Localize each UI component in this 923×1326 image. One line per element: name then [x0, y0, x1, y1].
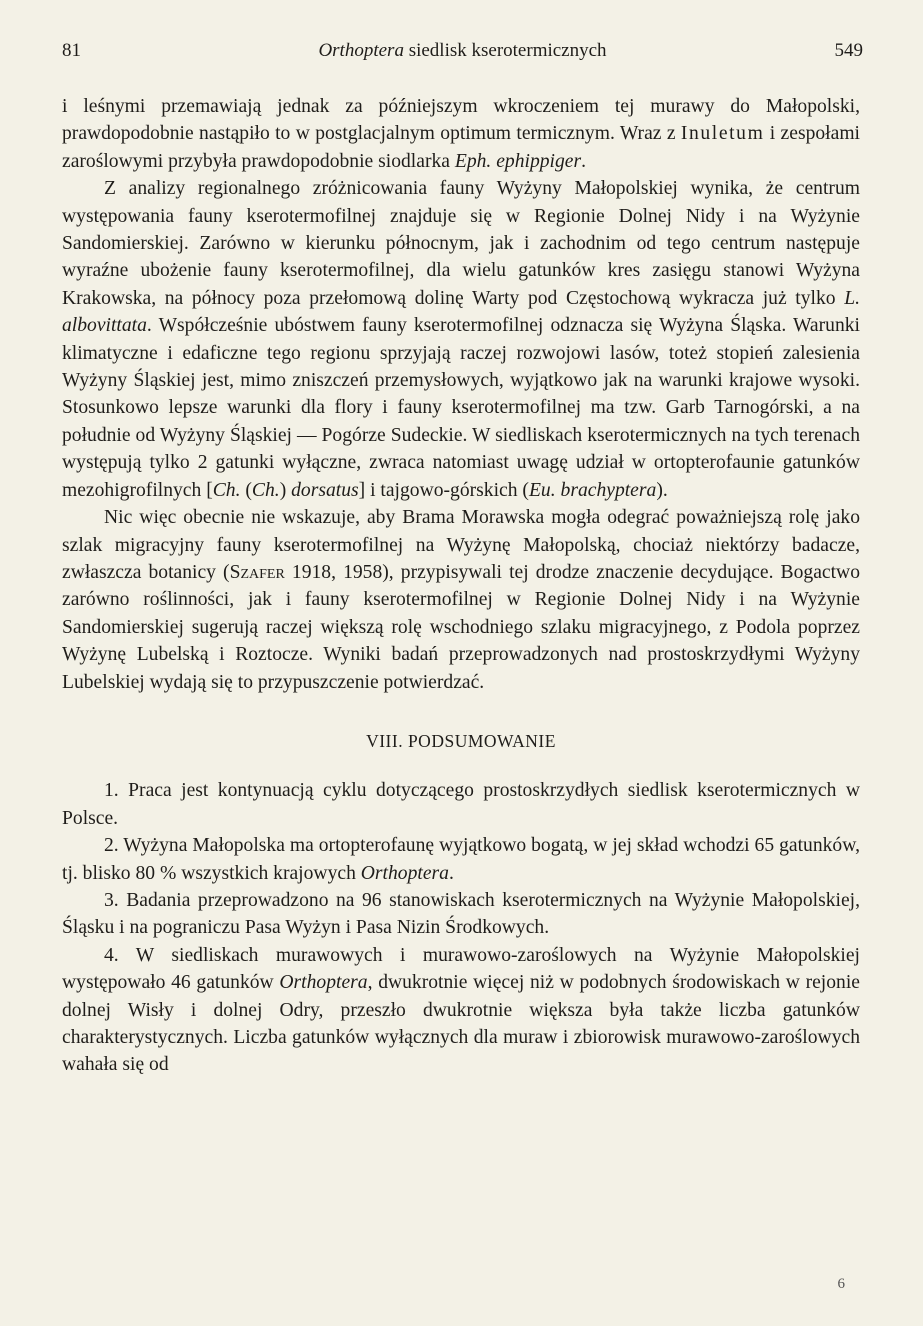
text-run: ] i tajgowo-górskich ( [358, 479, 529, 501]
species-name: L. albovittata [62, 287, 860, 337]
running-head [62, 40, 863, 68]
text-run: Z analizy regionalnego zróżnicowania fauny Wyżyny Małopolskiej wynika, że centrum występowania fauny kserotermofilnej znajduje się w Regionie Dolnej Nidy i na Wyżynie Sandomierskiej. Zarówno w kierunku północnym, jak i zachodnim od tego centrum następuje wyraźne ubożenie fauny kserotermofilnej, dla wielu gatunków kres zasięgu stanowi Wyżyna Krakowska, na północy poza przełomową dolinę Warty pod Częstochową wykracza już tylko [62, 178, 860, 309]
page-number-right: 549 [834, 40, 863, 61]
running-title-rest: siedlisk kserotermicznych [403, 40, 607, 61]
text-run: . [448, 862, 454, 884]
summary-item-2 [62, 832, 860, 887]
signature-mark: 6 [837, 1276, 845, 1292]
genus-abbrev: Ch. [212, 479, 241, 501]
page-number-left: 81 [62, 40, 81, 61]
text-run: 2. Wyżyna Małopolska ma ortopterofaunę wyjątkowo bogatą, w jej skład wchodzi 65 gatunków, tj. blisko 80 % wszystkich krajowych [62, 835, 860, 884]
text-run: Nic więc obecnie nie wskazuje, aby Brama Morawska mogła odegrać poważniejszą rolę jako szlak migracyjny fauny kserotermofilnej na Wyżynę Małopolską, chociaż niektórzy badacze, zwłaszcza botanicy ( [62, 507, 860, 583]
text-run: 1918, 1958), przypisywali tej drodze znaczenie decydujące. Bogactwo zarówno roślinności, jak i fauny kserotermofilnej w Regionie Dolnej Nidy i na Wyżynie Sandomierskiej sugerują raczej większą rolę wschodniego szlaku migracyjnego, z Podola poprzez Wyżynę Lubelską i Roztocze. Wyniki badań przeprowadzonych nad prostoskrzydłymi Wyżyny Lubelskiej wydają się to przypuszczenie potwierdzać. [62, 561, 860, 693]
body-text [62, 93, 860, 1079]
taxon-name: Orthoptera [360, 862, 449, 884]
text-run: i leśnymi przemawiają jednak za późniejszym wkroczeniem tej murawy do Małopolski, prawdopodobnie nastąpiło to w postglacjalnym optimum termicznym. Wraz z [62, 96, 860, 145]
text-run: ( [240, 479, 252, 501]
text-run: i zespołami zaroślowymi przybyła prawdopodobnie siodlarka [62, 123, 860, 172]
text-run: ) [279, 479, 292, 501]
author-citation: Szafer [229, 561, 285, 583]
summary-item-3: 3. Badania przeprowadzono na 96 stanowiskach kserotermicznych na Wyżynie Małopolskiej, Śląsku i na pograniczu Pasa Wyżyn i Pasa Nizin Środkowych. [62, 889, 860, 939]
text-run: . Współcześnie ubóstwem fauny kserotermofilnej odznacza się Wyżyna Śląska. Warunki klimatyczne i edaficzne tego regionu sprzyjają raczej rozwojowi lasów, toteż stopień zalesienia Wyżyny Śląskiej jest, mimo zniszczeń przemysłowych, wyjątkowo jak na warunki krajowe wysoki. Stosunkowo lepsze warunki dla flory i fauny kserotermofilnej ma tzw. Garb Tarnogórski, a na południe od Wyżyny Śląskiej — Pogórze Sudeckie. W siedliskach kserotermicznych na tych terenach występują tylko 2 gatunki wyłączne, zwraca natomiast uwagę udział w ortopterofaunie gatunków mezohigrofilnych [ [62, 315, 860, 501]
genus-abbrev: Ch. [251, 479, 280, 501]
species-name: dorsatus [291, 479, 359, 501]
taxon-name-spaced: Inuletum [680, 123, 765, 145]
species-name: Eph. ephippiger [454, 150, 582, 172]
text-run: , dwukrotnie więcej niż w podobnych środowiskach w rejonie dolnej Wisły i dolnej Odry, przeszło dwukrotnie większa była także liczba gatunków charakterystycznych. Liczba gatunków wyłącznych dla muraw i zbiorowisk murawowo-zaroślowych wahała się od [62, 972, 860, 1076]
text-run: 4. W siedliskach murawowych i murawowo-zaroślowych na Wyżynie Małopolskiej występowało 46 gatunków [62, 944, 860, 994]
text-run: ). [656, 479, 668, 501]
section-heading: VIII. PODSUMOWANIE [366, 730, 556, 751]
running-title [62, 40, 863, 62]
paragraph-continued [62, 93, 860, 175]
summary-item-1: 1. Praca jest kontynuacją cyklu dotyczącego prostoskrzydłych siedlisk kserotermicznych w Polsce. [62, 780, 860, 829]
running-title-italic: Orthoptera [318, 40, 404, 61]
species-name: Eu. brachyptera [528, 479, 657, 501]
summary-item-4 [62, 942, 860, 1079]
paragraph-migration [62, 504, 860, 696]
paragraph-regional-analysis [62, 175, 860, 504]
text-run: . [581, 150, 587, 172]
taxon-name: Orthoptera [279, 972, 368, 994]
